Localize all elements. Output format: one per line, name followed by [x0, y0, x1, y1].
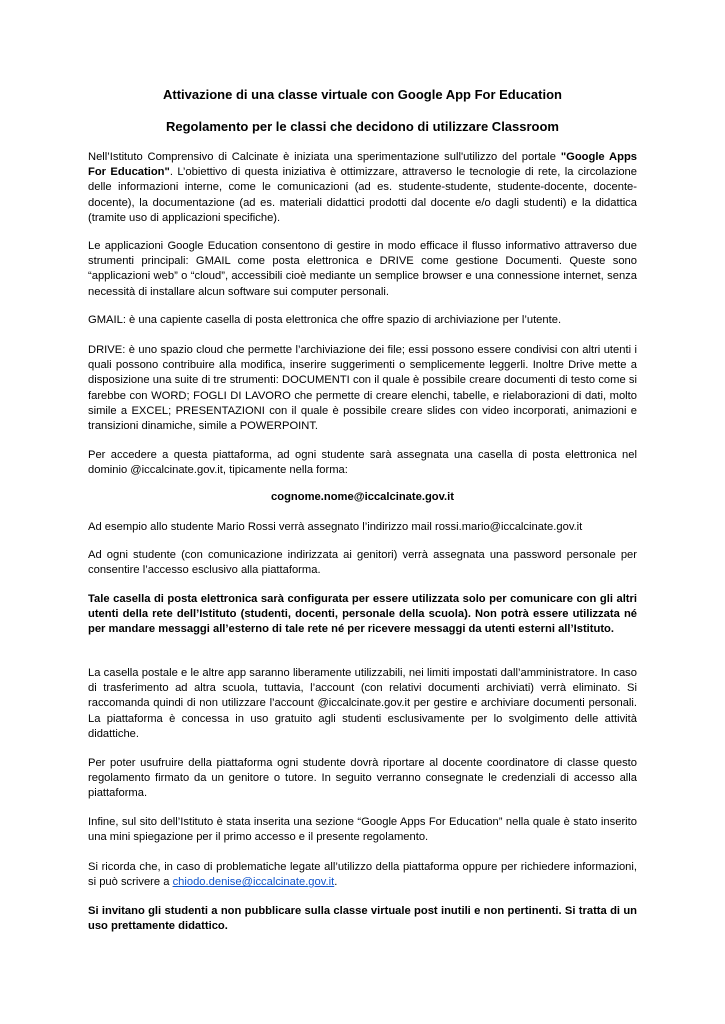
paragraph-closing-note: Si invitano gli studenti a non pubblicare sulla classe virtuale post inutili e non pertinenti. Si tratta di un uso prettamente didattico.	[88, 905, 637, 933]
paragraph-mailbox-rules: Tale casella di posta elettronica sarà configurata per essere utilizzata solo per comunicare con gli altri utenti della rete dell’Istituto (studenti, docenti, personale della scuola). Non potrà essere utilizzata né per mandare messaggi all’esterno di tale rete né per ricevere messaggi da utenti esterni all’Istituto.	[88, 593, 637, 636]
portal-name: "Google Apps For Education"	[88, 151, 638, 179]
paragraph-intro-text: Nell’Istituto Comprensivo di Calcinate è iniziata una sperimentazione sull'utilizzo del portale	[88, 151, 561, 163]
paragraph-gmail: GMAIL: è una capiente casella di posta elettronica che offre spazio di archiviazione per l’utente.	[88, 314, 562, 326]
paragraph-applications: Le applicazioni Google Education consentono di gestire in modo efficace il flusso informativo attraverso due strumenti principali: GMAIL come posta elettronica e DRIVE come gestione Documenti. Queste sono “applicazioni web” o “cloud”, accessibili cioè mediante un semplice browser e una connessione internet, senza necessità di installare alcun software sui computer personali.	[88, 240, 637, 298]
document-title: Attivazione di una classe virtuale con Google App For Education	[163, 87, 562, 102]
paragraph-password: Ad ogni studente (con comunicazione indirizzata ai genitori) verrà assegnata una password personale per consentire l’accesso esclusivo alla piattaforma.	[88, 549, 637, 577]
document-subtitle: Regolamento per le classi che decidono di utilizzare Classroom	[166, 119, 559, 134]
email-format: cognome.nome@iccalcinate.gov.it	[271, 491, 454, 503]
paragraph-example: Ad esempio allo studente Mario Rossi verrà assegnato l’indirizzo mail rossi.mario@iccalcinate.gov.it	[88, 521, 583, 533]
paragraph-contact-text-end: .	[334, 876, 338, 889]
paragraph-signature: Per poter usufruire della piattaforma ogni studente dovrà riportare al docente coordinatore di classe questo regolamento firmato da un genitore o tutore. In seguito verranno consegnate le credenziali di accesso alla piattaforma.	[88, 757, 637, 800]
paragraph-drive: DRIVE: è uno spazio cloud che permette l’archiviazione dei file; essi possono essere condivisi con altri utenti i quali possono contribuire alla modifica, inserire suggerimenti o semplicemente leggerli. Inoltre Drive mette a disposizione una suite di tre strumenti: DOCUMENTI con il quale è possibile creare documenti di testo come si farebbe con WORD; FOGLI DI LAVORO che permette di creare elenchi, tabelle, e rielaborazioni di dati, molto simile a EXCEL; PRESENTAZIONI con il quale è possibile creare slides con video incorporati, animazioni e transizioni dinamiche, simile a POWERPOINT.	[88, 344, 637, 433]
paragraph-contact-text: Si ricorda che, in caso di problematiche legate all’utilizzo della piattaforma oppure per richiedere informazioni, si può scrivere a	[88, 861, 637, 889]
paragraph-access: Per accedere a questa piattaforma, ad ogni studente sarà assegnata una casella di posta elettronica nel dominio @iccalcinate.gov.it, tipicamente nella forma:	[88, 449, 637, 477]
paragraph-website: Infine, sul sito dell’Istituto è stata inserita una sezione “Google Apps For Education” nella quale è stato inserito una mini spiegazione per il primo accesso e il presente regolamento.	[88, 816, 637, 844]
contact-email-link[interactable]: chiodo.denise@iccalcinate.gov.it	[172, 876, 335, 889]
paragraph-intro	[88, 150, 637, 226]
paragraph-contact	[88, 860, 637, 890]
paragraph-usage-limits: La casella postale e le altre app saranno liberamente utilizzabili, nei limiti impostati dall’amministratore. In caso di trasferimento ad altra scuola, tuttavia, l’account (con relativi documenti archiviati) verrà eliminato. Si raccomanda quindi di non utilizzare l’account @iccalcinate.gov.it per gestire e archiviare documenti personali. La piattaforma è concessa in uso gratuito agli studenti esclusivamente per lo svolgimento delle attività didattiche.	[88, 667, 637, 740]
paragraph-intro-text-end: . L’obiettivo di questa iniziativa è ottimizzare, attraverso le tecnologie di rete, la circolazione delle informazioni interne, come le comunicazioni (ad es. studente-studente, studente-docente, docente-docente), la documentazione (ad es. materiali didattici prodotti dal docente e/o dagli studenti) e la didattica (tramite uso di applicazioni specifiche).	[88, 166, 637, 224]
